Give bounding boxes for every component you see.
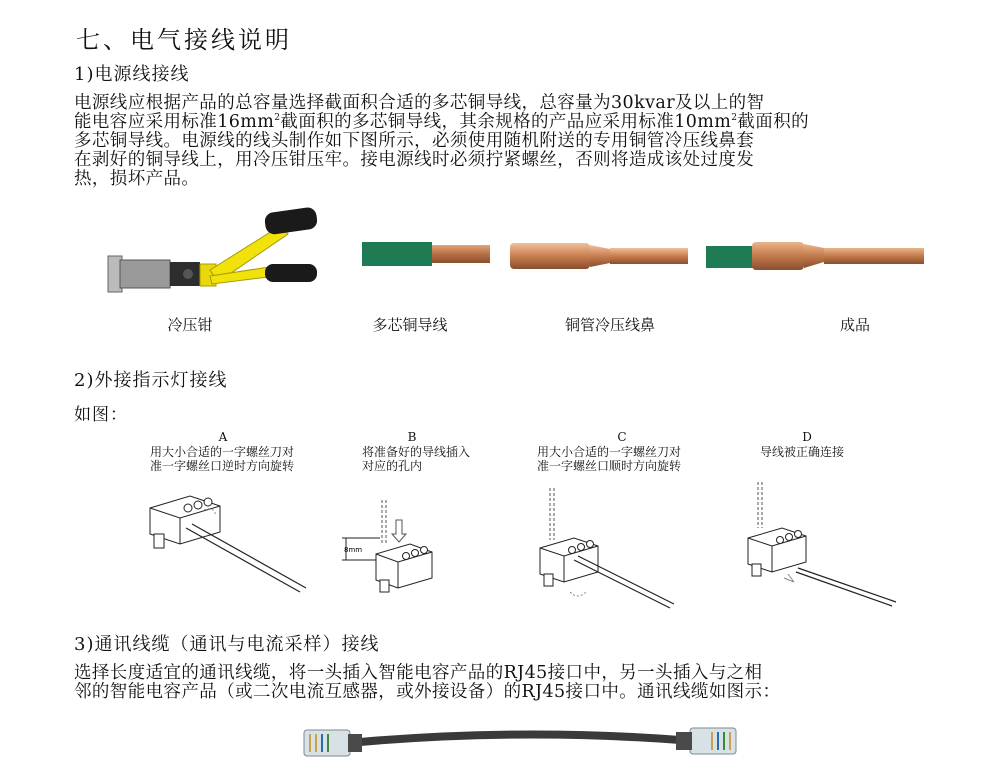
finished-product-image [706, 238, 926, 274]
caption-crimping-tool: 冷压钳 [167, 316, 213, 334]
section-title: 七、电气接线说明 [76, 26, 292, 54]
step-d-letter: D [802, 430, 812, 444]
para-line: 热，损坏产品。 [74, 169, 200, 189]
caption-copper-wire: 多芯铜导线 [372, 316, 448, 334]
para-line: 电源线应根据产品的总容量选择截面积合适的多芯铜导线，总容量为30kvar及以上的智 [74, 93, 765, 113]
step-c-letter: C [617, 430, 627, 444]
step-d-text: 导线被正确连接 [760, 445, 845, 459]
para-line: 选择长度适宜的通讯线缆，将一头插入智能电容产品的RJ45接口中，另一头插入与之相 [74, 663, 763, 683]
crimping-tool-image [100, 204, 320, 304]
dimension-label: 8mm [344, 546, 363, 554]
caption-finished-product: 成品 [839, 316, 870, 334]
para-line: 能电容应采用标准$16mm^2$截面积的多芯铜导线，其余规格的产品应采用标准$10mm^2$截面积的 [74, 112, 810, 132]
step-b-text: 将准备好的导线插入 对应的孔内 [362, 445, 471, 473]
copper-lug-image [510, 240, 690, 274]
heading-power-wiring: 1)电源线接线 [74, 64, 190, 85]
step-c-text: 用大小合适的一字螺丝刀对 准一字螺丝口顺时方向旋转 [537, 445, 682, 473]
step-a-letter: A [218, 430, 228, 444]
heading-comm-cable: 3)通讯线缆（通讯与电流采样）接线 [74, 634, 380, 655]
para-line: 在剥好的铜导线上，用冷压钳压牢。接电源线时必须拧紧螺丝，否则将造成该处过度发 [74, 150, 755, 170]
step-a-diagram [140, 488, 320, 598]
step-b-letter: B [407, 430, 417, 444]
step-d-diagram [740, 482, 900, 610]
para-line: 多芯铜导线。电源线的线头制作如下图所示，必须使用随机附送的专用铜管冷压线鼻套 [74, 131, 755, 151]
heading-indicator-wiring: 2)外接指示灯接线 [74, 370, 228, 391]
copper-wire-image [362, 240, 492, 270]
step-c-diagram [530, 488, 680, 613]
figure-intro: 如图： [74, 405, 128, 425]
para-line: 邻的智能电容产品（或二次电流互感器，或外接设备）的RJ45接口中。通讯线缆如图示： [74, 682, 781, 702]
step-a-text: 用大小合适的一字螺丝刀对 准一字螺丝口逆时方向旋转 [150, 445, 295, 473]
power-wiring-paragraph [74, 94, 934, 189]
step-b-diagram [340, 500, 450, 610]
rj45-cable-image [300, 718, 740, 768]
caption-copper-lug: 铜管冷压线鼻 [564, 316, 655, 334]
comm-cable-paragraph [74, 664, 934, 702]
